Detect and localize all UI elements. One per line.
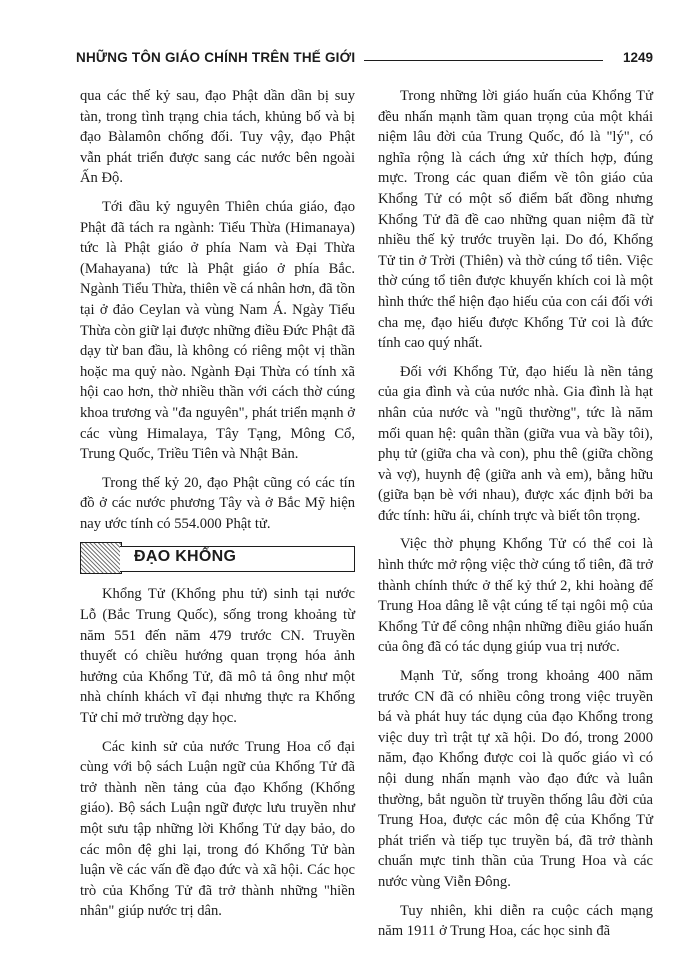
paragraph: Việc thờ phụng Khổng Tử có thể coi là hình thức mở rộng việc thờ cúng tổ tiên, đã trở thành chính thức ở thế kỷ thứ 2, khi hoàng đế Trung Hoa dâng lễ vật cúng tế tại ngôi mộ của Khổng Tử để công nhận những điều giáo huấn của ông đã có tác dụng giúp vua trị nước. [378,536,653,656]
page-header [76,50,653,70]
section-marker-icon [80,542,122,574]
paragraph: Đối với Khổng Tử, đạo hiếu là nền tảng của gia đình và của nước nhà. Gia đình là hạt nhân của nước và "ngũ thường", tức là năm mối quan hệ: quân thần (giữa vua và bầy tôi), phụ tử (giữa cha và con), phu thê (giữa chồng và vợ), huynh đệ (giữa anh và em), bằng hữu (giữa bạn bè với nhau), được xác định bởi ba đức tính: hữu ái, chính trực và biết tôn trọng. [378,363,653,524]
section-heading [80,542,355,574]
paragraph: qua các thế kỷ sau, đạo Phật dần dần bị suy tàn, trong tình trạng chia tách, khủng bố và bị đạo Bàlamôn chống đối. Tuy vậy, đạo Phật vẫn phát triển được sang các nước bên ngoài Ấn Độ. [80,88,355,187]
page-number: 1249 [622,50,653,65]
paragraph: Tới đầu kỷ nguyên Thiên chúa giáo, đạo Phật đã tách ra ngành: Tiểu Thừa (Himanaya) tức là Phật giáo ở phía Nam và Đại Thừa (Mahayana) tức là Phật giáo ở phía Bắc. Ngành Tiểu Thừa, thiên về cá nhân hơn, đã tồn tại ở đảo Ceylan và vùng Nam Á. Ngày Tiểu Thừa còn giữ lại được những điều Đức Phật đã dạy từ ban đầu, là không có riêng một vị thần hoặc ma quỷ nào. Ngành Đại Thừa có tính xã hội cao hơn, thờ nhiều thần với cách thờ cúng khoa trương và "đa nguyên", phát triển mạnh ở các vùng Himalaya, Tây Tạng, Mông Cổ, Trung Quốc, Triều Tiên và Nhật Bản. [80,198,355,463]
header-rule [364,60,603,61]
section-heading-label: ĐẠO KHỔNG [134,548,237,566]
paragraph: Trong những lời giáo huấn của Khổng Tử đều nhấn mạnh tầm quan trọng của một khái niệm lâu đời của Trung Quốc, đó là "lý", có nghĩa rộng là cách ứng xử thích hợp, đúng mực. Trong các quan điểm về tôn giáo của Khổng Tử có một số điểm bất đồng nhưng Khổng Tử đã đề cao những quan niệm đã từ nhiều thế kỷ trước truyền lại. Do đó, Khổng Tử tin ở Trời (Thiên) và thờ cúng tổ tiên. Việc thờ cúng tổ tiên được khuyến khích coi là một hình thức thể hiện đạo hiếu của con cái đối với cha mẹ, đạo hiếu được Khổng Tử coi là đức tính cao quý nhất. [378,88,653,352]
paragraph: Các kinh sử của nước Trung Hoa cổ đại cùng với bộ sách Luận ngữ của Khổng Tử đã trở thành nền tảng của đạo Khổng (Khổng giáo). Bộ sách Luận ngữ được lưu truyền như một sưu tập những lời Khổng Tử dạy bảo, do các môn đệ ghi lại, trong đó Khổng Tử bàn luận về các vấn đề đạo đức và xã hội. Các học trò của Khổng Tử đã trở thành những "hiền nhân" giúp nước trị dân. [80,738,355,920]
paragraph: Trong thế kỷ 20, đạo Phật cũng có các tín đồ ở các nước phương Tây và ở Bắc Mỹ hiện nay ước tính có 554.000 Phật tử. [80,474,355,532]
paragraph: Khổng Tử (Khổng phu tử) sinh tại nước Lỗ (Bắc Trung Quốc), sống trong khoảng từ năm 551 đến năm 479 trước CN. Truyền thuyết có chiều hướng quan trọng hóa ảnh hưởng của Khổng Tử, đã mô tả ông như một nhà chính khách vĩ đại nhưng thực ra Khổng Tử chỉ mở trường dạy học. [80,586,355,727]
right-column [378,86,653,950]
left-column [80,86,355,930]
running-title: NHỮNG TÔN GIÁO CHÍNH TRÊN THẾ GIỚI [76,50,356,65]
paragraph: Tuy nhiên, khi diễn ra cuộc cách mạng năm 1911 ở Trung Hoa, các học sinh đã [378,902,653,940]
paragraph: Mạnh Tử, sống trong khoảng 400 năm trước CN đã có nhiều công trong việc truyền bá và phát huy tác dụng của đạo Khổng trong việc duy trì trật tự xã hội. Do đó, trong 2000 năm, đạo Khổng được coi là quốc giáo vì có nội dung nhấn mạnh vào đạo đức và luân thường, bắt nguồn từ truyền thống lâu đời của Trung Hoa, được các môn đệ của Khổng Tử phát triển và tiếp tục truyền bá, đã trở thành chuẩn mực tinh thần của Trung Hoa và các nước vùng Viễn Đông. [378,668,653,890]
